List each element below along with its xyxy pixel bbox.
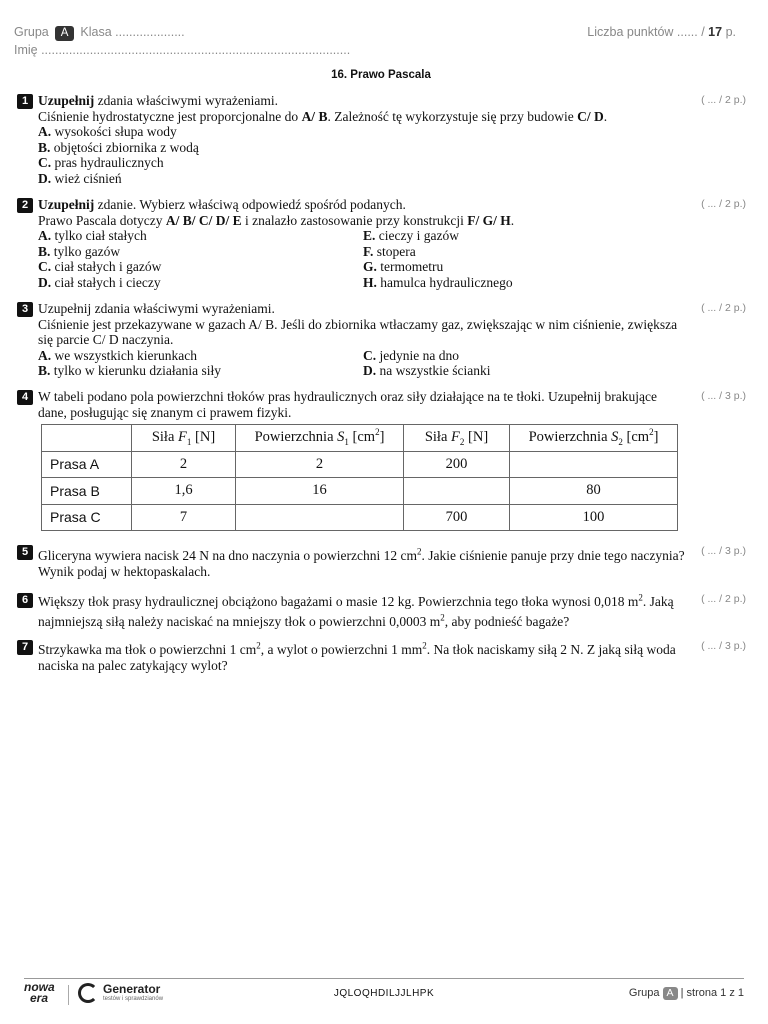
option: B. tylko w kierunku działania siły [38, 363, 221, 379]
option: B. objętości zbiornika z wodą [38, 139, 199, 155]
table-cell: 2 [132, 451, 236, 478]
task-number-7: 7 [17, 640, 33, 655]
task-points-2: ( ... / 2 p.) [701, 198, 746, 210]
row-label: Prasa A [42, 451, 132, 478]
table-cell-blank [404, 478, 510, 505]
option: B. tylko gazów [38, 243, 121, 259]
group-label: Grupa [14, 25, 49, 39]
table-cell: 1,6 [132, 478, 236, 505]
option: D. wież ciśnień [38, 170, 122, 186]
group-field [14, 25, 185, 41]
points-total: 17 [708, 25, 723, 39]
table-row [42, 451, 678, 478]
table-row [42, 504, 678, 531]
points-label: Liczba punktów ...... / [587, 25, 705, 39]
option: A. tylko ciał stałych [38, 228, 147, 244]
option: A. wysokości słupa wody [38, 124, 177, 140]
table-header-row [42, 425, 678, 452]
task-number-6: 6 [17, 593, 33, 608]
task-number-5: 5 [17, 545, 33, 560]
group-badge: A [55, 26, 75, 41]
task-number-2: 2 [17, 198, 33, 213]
option: D. na wszystkie ścianki [363, 363, 491, 379]
task-number-4: 4 [17, 390, 33, 405]
points-field [587, 25, 736, 39]
task-points-4: ( ... / 3 p.) [701, 390, 746, 402]
table-cell: 80 [510, 478, 678, 505]
document-code: JQLOQHDILJJLHPK [333, 988, 435, 999]
task-number-3: 3 [17, 302, 33, 317]
task-number-1: 1 [17, 94, 33, 109]
row-label: Prasa B [42, 478, 132, 505]
task-2: Uzupełnij zdanie. Wybierz właściwą odpowiedź spośród podanych. Prawo Pascala dotyczy A/ B/ C/ D/ E i znalazło zastosowanie przy konstrukcji F/ G/ H. A. tylko ciał stałych B. tylko gazów C. ciał stałych i gazów D. ciał stałych i cieczy E. cieczy i gazów F. stopera G. termometru H. hamulca hydraulicznego [38, 197, 688, 291]
option: G. termometru [363, 259, 444, 275]
table-header: Siła $F_2$ [N] [404, 425, 510, 452]
option: E. cieczy i gazów [363, 228, 459, 244]
group-badge-footer: A [663, 987, 678, 1000]
option: C. pras hydraulicznych [38, 155, 164, 171]
page-footer: Grupa A | strona 1 z 1 [628, 987, 744, 999]
task-4: W tabeli podano pola powierzchni tłoków pras hydraulicznych oraz siły działające na te tłoki. Uzupełnij brakujące dane, posługując się znanym ci prawem fizyki. [38, 389, 658, 420]
page-title: 16. Prawo Pascala [331, 69, 431, 81]
option: C. jedynie na dno [363, 347, 459, 363]
task-5: Gliceryna wywiera nacisk 24 N na dno naczynia o powierzchni 12 $cm^2$. Jakie ciśnienie panuje przy dnie tego naczynia? Wynik podaj w hektopaskalach. [38, 546, 685, 579]
table-header: Siła $F_1$ [N] [132, 425, 236, 452]
task-points-6: ( ... / 2 p.) [701, 593, 746, 605]
table-cell: 2 [236, 451, 404, 478]
class-field: Klasa .................... [80, 25, 185, 39]
footer-divider [24, 978, 744, 979]
data-table [41, 424, 678, 531]
table-row [42, 478, 678, 505]
nowa-era-logo: nowa era [24, 980, 55, 1005]
table-header-empty [42, 425, 132, 452]
task-1: Uzupełnij zdania właściwymi wyrażeniami. Ciśnienie hydrostatyczne jest proporcjonalne do A/ B. Zależność tę wykorzystuje się przy budowie C/ D. A. wysokości słupa wody B. objętości zbiornika z wodą C. pras hydraulicznych D. wież ciśnień [38, 93, 688, 187]
table-cell: 7 [132, 504, 236, 531]
option: C. ciał stałych i gazów [38, 259, 162, 275]
table-cell-blank [510, 451, 678, 478]
table-cell: 100 [510, 504, 678, 531]
table-cell-blank [236, 504, 404, 531]
generator-logo: Generator testów i sprawdzianów [103, 982, 164, 1002]
option: D. ciał stałych i cieczy [38, 274, 161, 290]
table-cell: 200 [404, 451, 510, 478]
points-suffix: p. [725, 25, 736, 39]
option: F. stopera [363, 243, 416, 259]
table-cell: 700 [404, 504, 510, 531]
task-points-7: ( ... / 3 p.) [701, 640, 746, 652]
option: H. hamulca hydraulicznego [363, 274, 513, 290]
table-cell: 16 [236, 478, 404, 505]
task-3: Uzupełnij zdania właściwymi wyrażeniami. Ciśnienie jest przekazywane w gazach A/ B. Jeśli do zbiornika wtłaczamy gaz, zwiększając w nim ciśnienie, zwiększa się parcie C/ D naczynia. A. we wszystkich kierunkach B. tylko w kierunku działania siły C. jedynie na dno D. na wszystkie ścianki [38, 301, 688, 379]
task-6: Większy tłok prasy hydraulicznej obciążono bagażami o masie 12 kg. Powierzchnia tego tłoka wynosi 0,018 $m^2$. Jaką najmniejszą siłą należy naciskać na mniejszy tłok o powierzchni 0,0003 $m^2$, aby podnieść bagaże? [38, 592, 674, 629]
option: A. we wszystkich kierunkach [38, 347, 197, 363]
page-number: | strona 1 z 1 [680, 987, 744, 999]
row-label: Prasa C [42, 504, 132, 531]
task-points-3: ( ... / 2 p.) [701, 302, 746, 314]
task-7: Strzykawka ma tłok o powierzchni 1 $cm^2$, a wylot o powierzchni 1 $mm^2$. Na tłok naciskamy siłą 2 N. Z jaką siłą woda naciska na palec zatykający wylot? [38, 640, 676, 673]
table-header: Powierzchnia $S_1$ $[cm^2]$ [236, 425, 404, 452]
table-header: Powierzchnia $S_2$ $[cm^2]$ [510, 425, 678, 452]
task-points-5: ( ... / 3 p.) [701, 545, 746, 557]
name-field: Imię ......................................................................................... [14, 43, 351, 57]
task-points-1: ( ... / 2 p.) [701, 94, 746, 106]
